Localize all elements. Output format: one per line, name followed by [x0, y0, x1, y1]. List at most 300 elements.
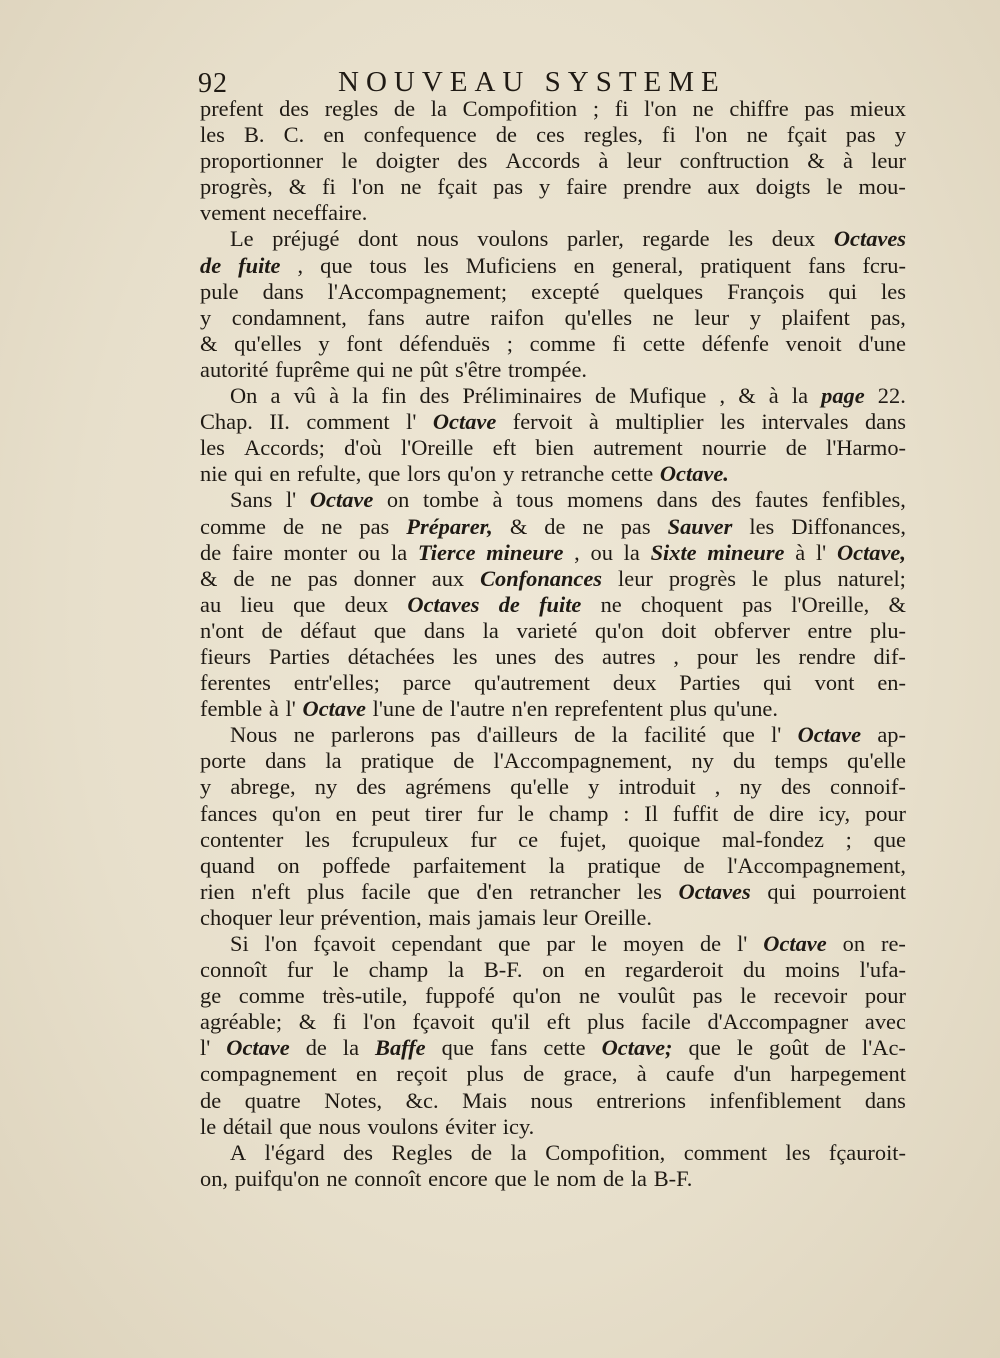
word: y [538, 174, 551, 200]
paragraph [200, 1140, 906, 1192]
word: fçait [437, 174, 478, 200]
word: naturel; [837, 565, 906, 591]
word: ; [592, 96, 600, 121]
word: comment [306, 409, 390, 435]
word: ne [582, 513, 604, 539]
word: cependant [391, 931, 483, 956]
word: pût [419, 356, 449, 382]
italic-word: Octave [797, 722, 862, 748]
word: de [544, 513, 566, 539]
text-line [200, 957, 906, 983]
word: on [542, 957, 565, 983]
text-line [200, 774, 906, 800]
word: qu'elles [234, 330, 302, 356]
word: quand [200, 852, 255, 878]
word: fans [367, 304, 405, 330]
word: a [270, 383, 281, 409]
word: general, [611, 252, 684, 278]
word: harpegement [790, 1061, 906, 1087]
word: fcrupuleux [351, 826, 449, 852]
italic-word: page [821, 383, 865, 409]
word: le [332, 957, 349, 983]
word: à [588, 409, 599, 435]
word: entre [807, 617, 853, 643]
word: tous [516, 487, 554, 513]
word: venoit [785, 330, 842, 356]
word: deux [771, 226, 816, 252]
word: Nous [230, 722, 278, 748]
word: nous [318, 1113, 361, 1139]
word: fcru- [862, 252, 906, 278]
word: y [894, 122, 906, 148]
word: comme [200, 513, 266, 539]
word: regles [324, 96, 379, 121]
word: re- [880, 931, 906, 956]
word: confequence [363, 122, 477, 148]
word: donner [353, 565, 416, 591]
word: prévention, [320, 904, 422, 930]
word: deux [344, 591, 389, 617]
word: les [200, 435, 225, 461]
text-line [200, 827, 906, 853]
word: l'on [694, 122, 728, 148]
word: en [573, 252, 595, 278]
text-line [200, 174, 906, 200]
word: deux [612, 670, 657, 696]
word: &c. [405, 1087, 439, 1113]
word: fuffit [672, 800, 719, 826]
word: des [711, 487, 742, 513]
word: & [200, 330, 218, 356]
word: ; [506, 330, 513, 356]
page-header [198, 66, 908, 100]
word: poffede [322, 852, 391, 878]
word: les [305, 826, 330, 852]
text-line [200, 722, 906, 748]
word: nie [200, 461, 228, 487]
word: nous [530, 1087, 573, 1113]
word: goût [769, 1035, 809, 1061]
word: & [298, 1009, 317, 1035]
word: pas [742, 591, 773, 617]
word: fans [808, 252, 846, 278]
word: vont [814, 670, 855, 696]
word: & [888, 591, 906, 617]
word: en [323, 122, 345, 148]
word: voulût [617, 983, 675, 1009]
word: ferentes [200, 670, 271, 696]
word: fin [381, 383, 407, 409]
word: caufe [665, 1061, 715, 1087]
word: Parties [679, 670, 741, 696]
word: Notes, [324, 1087, 383, 1113]
word: fur [286, 957, 313, 983]
word: Il [644, 800, 658, 826]
text-line [200, 200, 906, 226]
word: y [318, 330, 330, 356]
italic-word: Préparer, [406, 513, 493, 539]
word: pas [307, 565, 338, 591]
word: nourrie [701, 435, 767, 461]
word: avec [864, 1009, 906, 1035]
word: qu'une. [713, 696, 778, 722]
word: dont [358, 226, 398, 252]
word: ne [400, 174, 422, 200]
word: comme [529, 330, 596, 356]
word: le [200, 1113, 217, 1139]
word: l' [406, 409, 417, 435]
word: , [719, 383, 726, 409]
word: facile [641, 1009, 691, 1035]
word: des [343, 1139, 373, 1165]
word: pourroient [812, 878, 906, 904]
italic-word: Octave [432, 409, 497, 435]
word: la [482, 617, 499, 643]
word: doigter [375, 148, 440, 174]
word: pratique [360, 748, 435, 774]
word: Chap. [200, 409, 253, 435]
word: vement [200, 200, 266, 226]
text-line [200, 435, 906, 461]
word: on [277, 852, 300, 878]
word: le [590, 931, 608, 956]
word: icy, [818, 800, 851, 826]
paragraph [200, 722, 906, 931]
word: l'Ac- [862, 1035, 906, 1061]
word: neceffaire. [272, 200, 368, 226]
text-line [200, 305, 906, 331]
word: faire [231, 539, 273, 565]
word: en [335, 800, 357, 826]
word: puifqu'on [234, 1165, 320, 1191]
text-line [200, 1140, 906, 1166]
word: dire [769, 800, 804, 826]
word: des [356, 774, 387, 800]
word: fervoit [512, 409, 573, 435]
word: parler, [566, 226, 624, 252]
word: mou- [858, 174, 906, 200]
italic-word: Baffe [375, 1035, 426, 1061]
italic-word: Sixte [650, 539, 697, 565]
word: la [342, 1035, 360, 1061]
text-line [200, 226, 906, 252]
paragraph [200, 487, 906, 722]
text-line [200, 253, 906, 279]
word: rien [200, 878, 235, 904]
word: de [523, 1061, 545, 1087]
word: qui [763, 670, 792, 696]
word: Accords; [244, 435, 325, 461]
word: la [430, 96, 447, 121]
word: en- [877, 670, 906, 696]
word: intervales [761, 409, 849, 435]
running-title: NOUVEAU SYSTEME [338, 66, 726, 98]
word: mais [428, 904, 471, 930]
word: qui [234, 461, 263, 487]
word: de [785, 435, 807, 461]
paragraph [200, 226, 906, 383]
word: encore [428, 1165, 488, 1191]
word: la [623, 539, 640, 565]
italic-word: de [200, 252, 222, 278]
word: l' [771, 722, 782, 748]
word: les [785, 1139, 811, 1165]
word: l'Harmo- [826, 435, 906, 461]
word: cette [642, 330, 686, 356]
word: fur [470, 826, 497, 852]
word: varieté [516, 617, 578, 643]
word: plu- [869, 617, 906, 643]
word: y [749, 304, 761, 330]
text-line [200, 487, 906, 513]
text-line [200, 566, 906, 592]
word: des [781, 774, 811, 800]
word: pas, [870, 304, 906, 330]
word: choquent [640, 591, 723, 617]
italic-word: Octave; [601, 1035, 673, 1061]
word: autres [601, 643, 656, 669]
word: femble [200, 696, 263, 722]
word: plus [466, 1061, 504, 1087]
word: Oreille. [584, 904, 652, 930]
word: cette [543, 1035, 586, 1061]
word: unes [495, 643, 537, 669]
word: faire [566, 174, 608, 200]
word: aux [707, 174, 740, 200]
word: à [598, 148, 609, 174]
word: de [699, 931, 722, 956]
word: Mais [462, 1087, 507, 1113]
word: en [356, 1061, 378, 1087]
word: fieurs [200, 643, 251, 669]
word: des [457, 148, 488, 174]
word: B-F. [653, 1165, 693, 1191]
word: A [230, 1139, 247, 1165]
word: à [636, 1061, 647, 1087]
word: n'en [511, 696, 548, 722]
word: & [807, 148, 825, 174]
page-number: 92 [198, 68, 228, 99]
word: l'ufa- [859, 957, 906, 983]
word: fenfibles, [821, 487, 906, 513]
word: regarde [642, 226, 710, 252]
word: à [492, 487, 503, 513]
word: de [305, 1035, 327, 1061]
body-text [200, 96, 906, 1192]
word: l' [285, 487, 297, 513]
word: du [732, 748, 756, 774]
word: défaut [300, 617, 357, 643]
word: la [611, 722, 628, 748]
word: les [200, 122, 225, 148]
text-line [200, 148, 906, 174]
word: refulte, [297, 461, 362, 487]
word: & [288, 174, 307, 200]
word: de [200, 539, 222, 565]
word: défenduës [399, 330, 490, 356]
word: leur [871, 148, 906, 174]
word: défenfe [701, 330, 769, 356]
word: la [791, 383, 809, 409]
word: compagnement [200, 1061, 337, 1087]
word: & [200, 565, 218, 591]
word: Sans [230, 487, 273, 513]
text-line [200, 748, 906, 774]
word: que [373, 617, 407, 643]
text-line [200, 540, 906, 566]
word: la [510, 1139, 527, 1165]
word: de [602, 1165, 625, 1191]
word: Parties [268, 643, 330, 669]
word: y [588, 774, 600, 800]
italic-word: Octave [763, 931, 827, 956]
italic-word: fuite [539, 591, 582, 617]
word: ne [692, 96, 714, 121]
word: regles, [583, 122, 643, 148]
word: dif- [873, 643, 906, 669]
word: de [574, 722, 596, 748]
word: que [441, 1035, 474, 1061]
word: dans [864, 409, 906, 435]
word: plus [784, 565, 822, 591]
italic-word: Octave [309, 487, 374, 513]
word: l'on [264, 931, 298, 956]
word: ge [200, 983, 222, 1009]
word: fujet, [559, 826, 607, 852]
italic-word: Confonances [480, 565, 603, 591]
word: regarderoit [625, 957, 724, 983]
word: de [733, 800, 755, 826]
word: comment [683, 1139, 768, 1165]
word: plus [307, 878, 345, 904]
word: de [261, 617, 283, 643]
word: le [517, 800, 534, 826]
word: la [548, 852, 565, 878]
word: ne [321, 513, 343, 539]
word: jamais [477, 904, 536, 930]
word: Si [230, 931, 249, 956]
word: y [200, 774, 212, 800]
word: champ [368, 957, 429, 983]
word: l'égard [264, 1139, 325, 1165]
word: d'Accompagner [707, 1009, 849, 1035]
word: des [279, 96, 309, 121]
word: temps [774, 748, 829, 774]
word: doit [661, 617, 697, 643]
word: aux [431, 565, 465, 591]
word: introduit [618, 774, 696, 800]
word: voulons [477, 226, 549, 252]
word: parce [402, 670, 452, 696]
word: , [297, 252, 304, 278]
word: prendre [623, 174, 692, 200]
word: Diffonances, [791, 513, 906, 539]
word: que [494, 1165, 527, 1191]
word: l'une [372, 696, 416, 722]
word: les [452, 643, 478, 669]
italic-word: Octaves [678, 878, 751, 904]
word: parfaitement [412, 852, 527, 878]
text-line [200, 670, 906, 696]
word: les [881, 278, 906, 304]
word: & [738, 383, 756, 409]
word: autorité [200, 356, 269, 382]
word: fçavoit [412, 1009, 475, 1035]
word: reçoit [396, 1061, 448, 1087]
word: détachées [347, 643, 435, 669]
paragraph [200, 383, 906, 487]
text-line [200, 122, 906, 148]
word: fautes [754, 487, 809, 513]
word: retrancher [529, 878, 621, 904]
word: que [320, 252, 353, 278]
word: y [502, 461, 515, 487]
word: qu'autrement [474, 670, 591, 696]
word: mieux [849, 96, 906, 121]
word: l' [815, 539, 827, 565]
word: icy. [502, 1113, 535, 1139]
word: qu'elles [564, 304, 633, 330]
word: l'Oreille [400, 435, 474, 461]
word: n'eft [251, 878, 291, 904]
word: ny [691, 748, 714, 774]
italic-word: Octaves [833, 226, 906, 252]
word: progrès [668, 565, 736, 591]
word: à [842, 148, 853, 174]
word: les [749, 513, 775, 539]
text-line [200, 983, 906, 1009]
word: , [673, 643, 679, 669]
word: Compofition [462, 96, 578, 121]
word: à [768, 383, 779, 409]
word: ne [270, 565, 292, 591]
word: d'une [858, 330, 906, 356]
word: pas [493, 174, 524, 200]
word: qu'on [512, 983, 562, 1009]
italic-word: Octaves [407, 591, 480, 617]
word: leur [618, 565, 653, 591]
word: ce [518, 826, 539, 852]
word: que [722, 722, 755, 748]
italic-word: Octave. [659, 461, 729, 487]
word: l'Oreille, [791, 591, 870, 617]
italic-word: de [498, 591, 520, 617]
word: leur [278, 904, 314, 930]
word: l'Accompagnement; [327, 278, 508, 304]
word: de [683, 852, 705, 878]
word: d'ailleurs [476, 722, 558, 748]
word: des [554, 643, 585, 669]
word: n'ont [200, 617, 244, 643]
word: fi [332, 1009, 347, 1035]
word: pour [696, 643, 738, 669]
word: l' [737, 931, 748, 956]
word: très-utile, [322, 983, 408, 1009]
word: de [233, 565, 255, 591]
word: pas [430, 722, 461, 748]
word: Préliminaires [462, 383, 582, 409]
word: qu'elle [847, 748, 906, 774]
word: en [584, 957, 606, 983]
word: que [427, 878, 460, 904]
word: obferver [714, 617, 790, 643]
word: on, [200, 1165, 228, 1191]
word: vû [293, 383, 316, 409]
word: qui [828, 278, 857, 304]
word: ny [739, 774, 762, 800]
word: de [282, 513, 305, 539]
word: facile [361, 878, 411, 904]
